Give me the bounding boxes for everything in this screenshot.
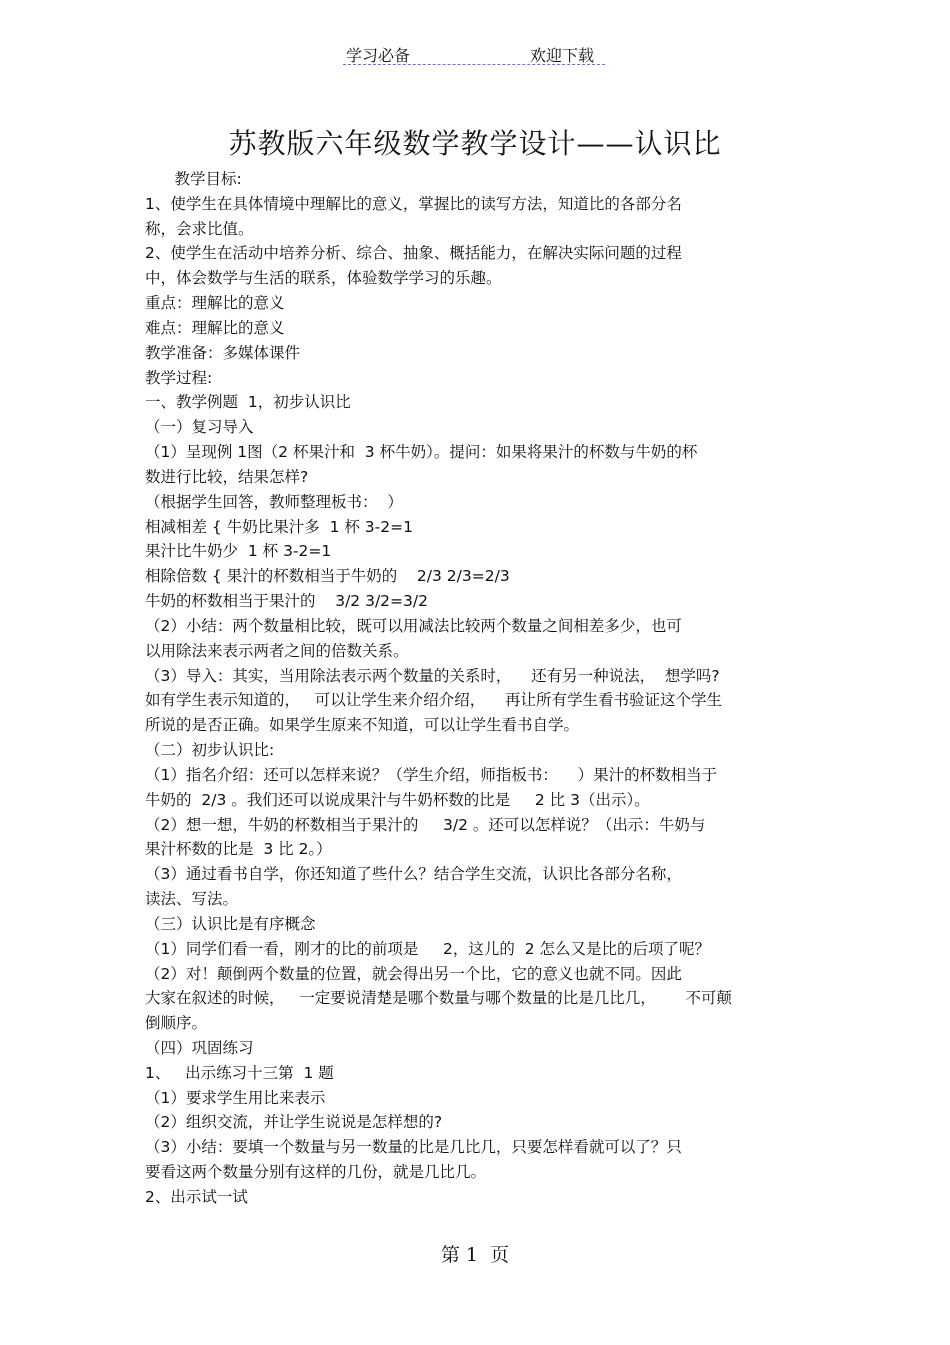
text-line: （2）小结：两个数量相比较，既可以用减法比较两个数量之间相差多少，也可 (145, 616, 682, 635)
text-line: 倒顺序。 (145, 1014, 208, 1033)
text-line: 牛奶的 2/3 。我们还可以说成果汁与牛奶杯数的比是 2 比 3（出示）。 (145, 790, 650, 809)
text-line: 数进行比较，结果怎样? (145, 467, 309, 486)
header-divider (343, 64, 605, 65)
text-line: 教学准备：多媒体课件 (145, 343, 301, 362)
text-line: （3）导入：其实，当用除法表示两个数量的关系时， 还有另一种说法， 想学吗? (145, 666, 720, 685)
text-line: （四）巩固练习 (145, 1038, 254, 1057)
text-line: 重点：理解比的意义 (145, 294, 285, 313)
text-line: 大家在叙述的时候， 一定要说清楚是哪个数量与哪个数量的比是几比几， 不可颠 (145, 989, 732, 1008)
text-line: （1）同学们看一看，刚才的比的前项是 2，这儿的 2 怎么又是比的后项了呢？ (145, 939, 711, 958)
text-line: 1、 出示练习十三第 1 题 (145, 1063, 334, 1082)
text-line: （3）通过看书自学，你还知道了些什么？结合学生交流，认识比各部分名称， (145, 865, 682, 884)
text-line: 如有学生表示知道的， 可以让学生来介绍介绍， 再让所有学生看书验证这个学生 (145, 691, 722, 710)
text-line: 难点：理解比的意义 (145, 318, 285, 337)
text-line: 2、使学生在活动中培养分析、综合、抽象、概括能力，在解决实际问题的过程 (145, 244, 682, 263)
text-line: 1、使学生在具体情境中理解比的意义，掌握比的读写方法，知道比的各部分名 (145, 194, 682, 213)
header-left-text: 学习必备 (346, 46, 411, 65)
text-line: （三）认识比是有序概念 (145, 914, 316, 933)
text-line: 果汁杯数的比是 3 比 2。） (145, 840, 332, 859)
text-line: （3）小结：要填一个数量与另一数量的比是几比几，只要怎样看就可以了？只 (145, 1138, 682, 1157)
text-line: （1）要求学生用比来表示 (145, 1088, 326, 1107)
text-line: 2、出示试一试 (145, 1187, 248, 1206)
document-body (145, 167, 825, 1210)
text-line: 教学目标: (145, 170, 242, 188)
text-line: 果汁比牛奶少 1 杯 3-2=1 (145, 542, 332, 561)
text-line: （1）呈现例 1图（2 杯果汁和 3 杯牛奶）。提问：如果将果汁的杯数与牛奶的杯 (145, 443, 698, 462)
text-line: 牛奶的杯数相当于果汁的 3/2 3/2=3/2 (145, 592, 428, 611)
page-number: 第 1 页 (440, 1244, 510, 1266)
text-line: 教学过程: (145, 368, 213, 387)
text-line: 所说的是否正确。如果学生原来不知道，可以让学生看书自学。 (145, 716, 580, 735)
text-line: 称，会求比值。 (145, 219, 254, 238)
text-line: （2）想一想，牛奶的杯数相当于果汁的 3/2 。还可以怎样说？（出示：牛奶与 (145, 815, 706, 834)
text-line: （根据学生回答，教师整理板书： ） (145, 492, 403, 511)
header-right-text: 欢迎下载 (530, 46, 595, 65)
text-line: 要看这两个数量分别有这样的几份，就是几比几。 (145, 1163, 487, 1182)
text-line: 以用除法来表示两者之间的倍数关系。 (145, 641, 409, 660)
text-line: 相减相差 { 牛奶比果汁多 1 杯 3-2=1 (145, 517, 413, 536)
text-line: （2）对！颠倒两个数量的位置，就会得出另一个比，它的意义也就不同。因此 (145, 964, 682, 983)
text-line: （一）复习导入 (145, 418, 254, 437)
text-line: 一、教学例题 1，初步认识比 (145, 393, 351, 412)
text-line: 相除倍数 { 果汁的杯数相当于牛奶的 2/3 2/3=2/3 (145, 567, 510, 586)
text-line: （2）组织交流，并让学生说说是怎样想的? (145, 1113, 443, 1132)
text-line: （1）指名介绍：还可以怎样来说？（学生介绍，师指板书： ）果汁的杯数相当于 (145, 765, 718, 784)
text-line: 中，体会数学与生活的联系，体验数学学习的乐趣。 (145, 269, 502, 288)
text-line: 读法、写法。 (145, 890, 239, 909)
text-line: （二）初步认识比: (145, 741, 275, 760)
document-title: 苏教版六年级数学教学设计——认识比 (228, 127, 722, 160)
